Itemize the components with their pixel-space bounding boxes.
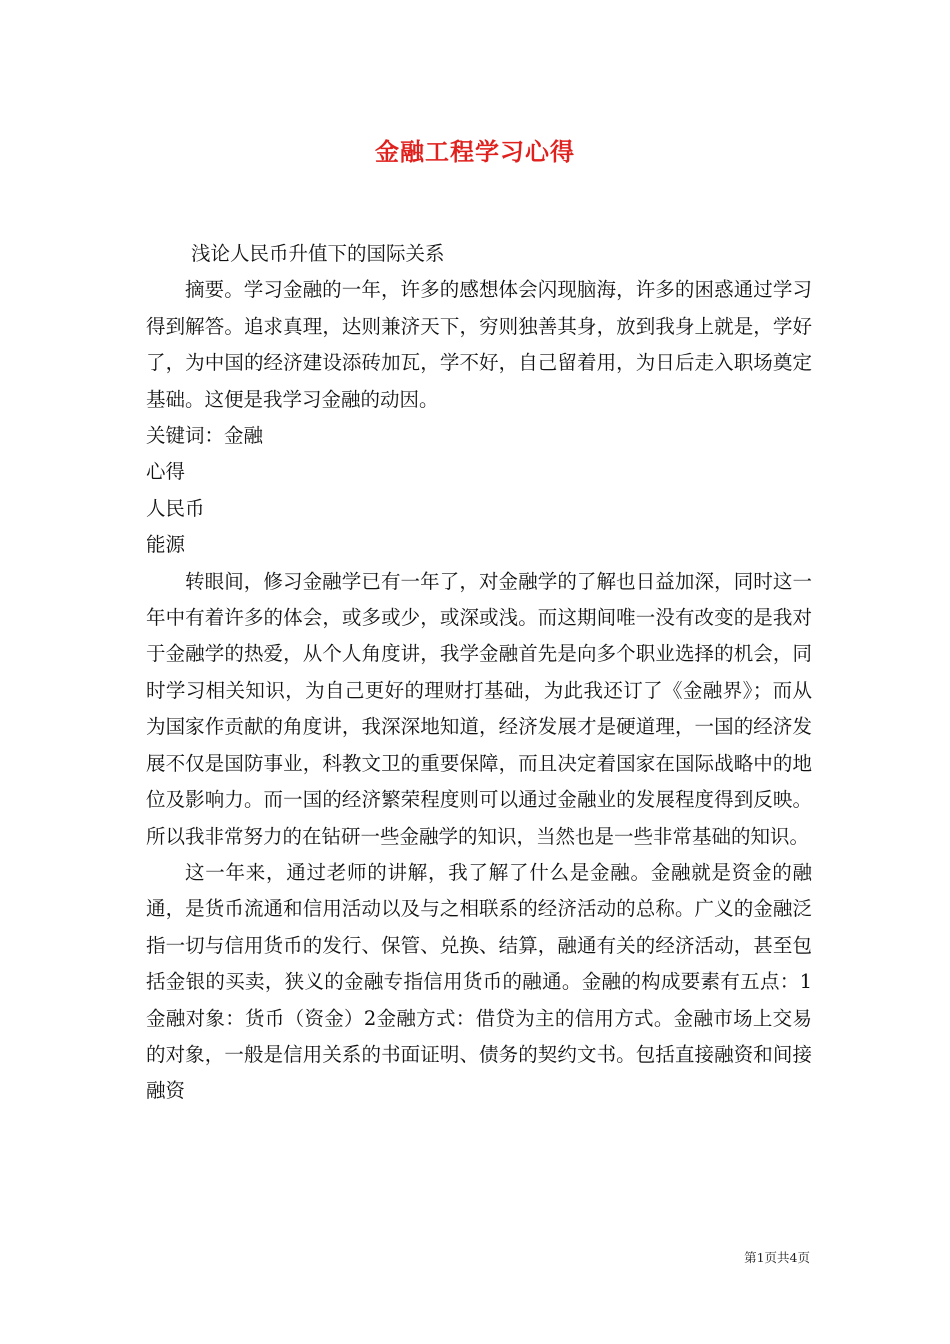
page-number: 第1页共4页 xyxy=(744,1250,810,1265)
keyword-item: 心得 xyxy=(146,460,186,484)
article-heading: 浅论人民币升值下的国际关系 xyxy=(191,242,445,265)
keywords-label: 关键词：金融 xyxy=(146,424,264,448)
body-paragraph: 这一年来，通过老师的讲解，我了解了什么是金融。金融就是资金的融通，是货币流通和信用活动以及与之相联系的经济活动的总称。广义的金融泛指一切与信用货币的发行、保管、兑换、结算，融通有关的经济活动，甚至包括金银的买卖，狭义的金融专指信用货币的融通。金融的构成要素有五点：1金融对象：货币（资金）2金融方式：借贷为主的信用方式。金融市场上交易的对象，一般是信用关系的书面证明、债务的契约文书。包括直接融资和间接融资 xyxy=(146,860,812,1103)
document-body xyxy=(146,236,812,1110)
keyword-item: 人民币 xyxy=(146,496,205,520)
body-paragraph: 转眼间，修习金融学已有一年了，对金融学的了解也日益加深，同时这一年中有着许多的体会，或多或少，或深或浅。而这期间唯一没有改变的是我对于金融学的热爱，从个人角度讲，我学金融首先是向多个职业选择的机会，同时学习相关知识，为自己更好的理财打基础，为此我还订了《金融界》；而从为国家作贡献的角度讲，我深深地知道，经济发展才是硬道理，一国的经济发展不仅是国防事业，科教文卫的重要保障，而且决定着国家在国际战略中的地位及影响力。而一国的经济繁荣程度则可以通过金融业的发展程度得到反映。所以我非常努力的在钻研一些金融学的知识，当然也是一些非常基础的知识。 xyxy=(146,569,812,848)
abstract-paragraph: 摘要。学习金融的一年，许多的感想体会闪现脑海，许多的困惑通过学习得到解答。追求真理，达则兼济天下，穷则独善其身，放到我身上就是，学好了，为中国的经济建设添砖加瓦，学不好，自己留着用，为日后走入职场奠定基础。这便是我学习金融的动因。 xyxy=(146,278,812,411)
keyword-item: 能源 xyxy=(146,533,186,557)
page-title: 金融工程学习心得 xyxy=(375,137,575,166)
